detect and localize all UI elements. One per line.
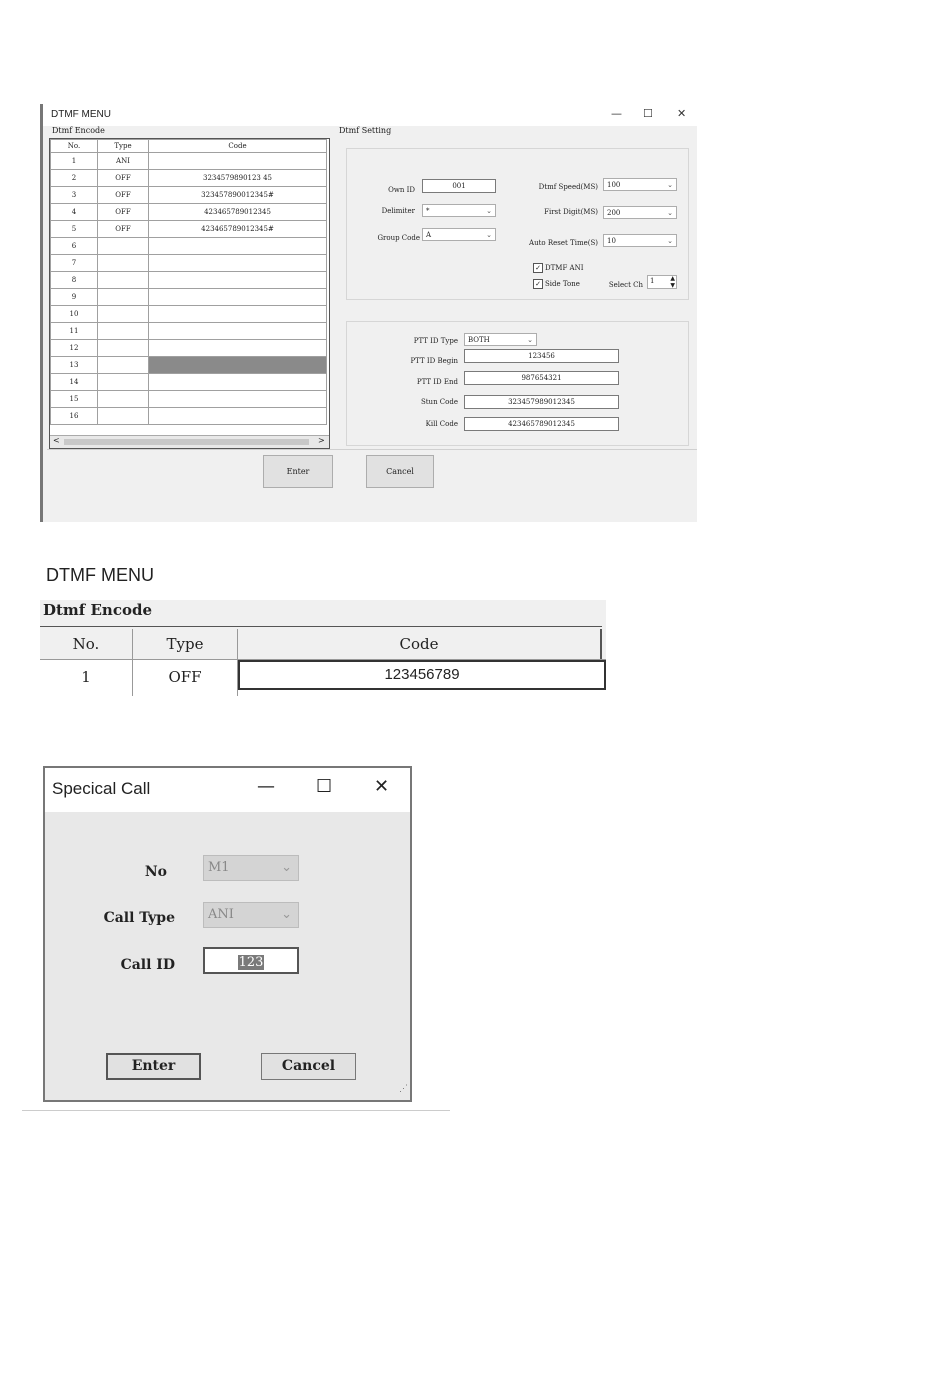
table-row[interactable] (40, 659, 606, 696)
cell-no: 5 (51, 221, 98, 238)
minimize-button[interactable]: — (257, 776, 275, 797)
cell-type[interactable] (98, 272, 149, 289)
table-row[interactable] (51, 374, 327, 391)
table-row[interactable] (51, 255, 327, 272)
chevron-down-icon: ⌄ (667, 181, 673, 189)
divider (47, 449, 697, 450)
cell-type[interactable] (98, 391, 149, 408)
cell-no: 9 (51, 289, 98, 306)
cell-type[interactable] (98, 238, 149, 255)
cell-type[interactable] (98, 408, 149, 425)
auto-reset-label: Auto Reset Time(S) (529, 239, 598, 247)
select-ch-label: Select Ch (608, 281, 643, 289)
window-title: DTMF MENU (51, 109, 111, 120)
cell-no: 2 (51, 170, 98, 187)
chevron-down-icon: ⌄ (486, 231, 492, 239)
enter-button[interactable]: Enter (263, 455, 333, 488)
table-row[interactable] (51, 238, 327, 255)
horizontal-scrollbar[interactable] (50, 435, 329, 448)
cell-code[interactable] (149, 153, 327, 170)
zoom-encode-group-label: Dtmf Encode (43, 601, 152, 619)
cell-type[interactable] (98, 323, 149, 340)
select-ch-spinner[interactable] (647, 275, 677, 289)
cell-type[interactable] (98, 306, 149, 323)
ptt-id-type-label: PTT ID Type (413, 337, 458, 345)
cell-code[interactable] (149, 306, 327, 323)
cancel-button[interactable]: Cancel (261, 1053, 356, 1080)
checkmark-icon: ✓ (533, 263, 543, 273)
no-label: No (144, 864, 167, 880)
cell-type[interactable] (98, 255, 149, 272)
auto-reset-value: 10 (607, 237, 616, 245)
stun-code-label: Stun Code (420, 398, 458, 406)
table-row[interactable] (51, 391, 327, 408)
table-row-selected[interactable] (51, 357, 327, 374)
header-type: Type (98, 140, 149, 153)
spin-up-icon[interactable]: ▲ (670, 275, 675, 282)
table-header-row (51, 140, 327, 153)
no-select-disabled (203, 855, 299, 881)
dtmf-ani-checkbox[interactable] (533, 263, 583, 273)
zoom-body (40, 600, 606, 695)
title-bar (43, 104, 697, 126)
maximize-button[interactable]: ☐ (316, 776, 333, 797)
call-id-input[interactable] (203, 947, 299, 974)
dtmf-encode-table (49, 138, 330, 449)
cell-no: 11 (51, 323, 98, 340)
cell-code[interactable] (149, 238, 327, 255)
cell-type[interactable]: ANI (98, 153, 149, 170)
delimiter-select[interactable] (422, 204, 496, 217)
ptt-id-begin-input[interactable]: 123456 (464, 349, 619, 363)
cell-no: 8 (51, 272, 98, 289)
table-row[interactable] (51, 289, 327, 306)
cell-type[interactable] (98, 357, 149, 374)
zoom-cell-code-editing[interactable]: 123456789 (238, 660, 606, 690)
call-id-label: Call ID (120, 957, 175, 973)
kill-code-label: Kill Code (425, 420, 458, 428)
cell-type[interactable]: OFF (98, 221, 149, 238)
cell-no: 13 (51, 357, 98, 374)
table-row[interactable] (51, 187, 327, 204)
cell-no: 16 (51, 408, 98, 425)
divider (22, 1110, 450, 1111)
ptt-id-type-select[interactable] (464, 333, 537, 346)
chevron-down-icon: ⌄ (486, 207, 492, 215)
special-call-title: Specical Call (52, 779, 151, 798)
kill-code-input[interactable]: 423465789012345 (464, 417, 619, 431)
enter-button[interactable]: Enter (106, 1053, 201, 1080)
auto-reset-select[interactable] (603, 234, 677, 247)
zoom-header-code: Code (238, 629, 602, 659)
table-row[interactable] (51, 170, 327, 187)
close-button[interactable]: ✕ (677, 107, 687, 120)
cell-no: 6 (51, 238, 98, 255)
select-ch-value: 1 (650, 277, 655, 285)
group-code-value: A (426, 231, 432, 239)
chevron-down-icon: ⌄ (527, 336, 533, 344)
group-code-select[interactable] (422, 228, 496, 241)
cell-type[interactable]: OFF (98, 187, 149, 204)
cell-code[interactable] (149, 408, 327, 425)
cell-no: 10 (51, 306, 98, 323)
side-tone-checkbox[interactable] (533, 279, 580, 289)
chevron-down-icon: ⌄ (281, 860, 292, 875)
call-type-value: ANI (208, 907, 234, 922)
cell-code[interactable] (149, 272, 327, 289)
dtmf-setting-box (346, 148, 689, 300)
cell-code[interactable] (149, 374, 327, 391)
zoom-header-no: No. (40, 629, 133, 659)
first-digit-select[interactable] (603, 206, 677, 219)
own-id-input[interactable]: 001 (422, 179, 496, 193)
resize-grip-icon[interactable]: ⋰ (399, 1084, 408, 1094)
zoom-table-top-border (40, 626, 602, 627)
own-id-label: Own ID (388, 186, 415, 194)
cell-type[interactable]: OFF (98, 204, 149, 221)
cell-no: 7 (51, 255, 98, 272)
scroll-left-arrow[interactable]: < (53, 436, 60, 445)
first-digit-value: 200 (607, 209, 621, 217)
cell-code[interactable]: 423465789012345 (149, 204, 327, 221)
table-row[interactable] (51, 153, 327, 170)
cell-code[interactable]: 3234579890123 45 (149, 170, 327, 187)
call-type-select-disabled (203, 902, 299, 928)
no-select-value: M1 (208, 860, 230, 875)
cell-no: 4 (51, 204, 98, 221)
table-row[interactable] (51, 323, 327, 340)
checkmark-icon: ✓ (533, 279, 543, 289)
side-tone-label: Side Tone (545, 280, 580, 288)
spin-down-icon[interactable]: ▼ (670, 282, 675, 289)
cell-no: 3 (51, 187, 98, 204)
minimize-button[interactable]: — (611, 107, 622, 120)
call-id-value-selected: 123 (238, 955, 264, 970)
cell-code[interactable] (149, 391, 327, 408)
zoom-cell-no: 1 (40, 660, 133, 696)
encode-grid (50, 139, 327, 425)
dtmf-ani-label: DTMF ANI (545, 264, 584, 272)
zoom-title-bar (40, 560, 606, 600)
zoom-window-title: DTMF MENU (46, 565, 154, 585)
ptt-id-type-value: BOTH (468, 336, 490, 344)
maximize-button[interactable]: ☐ (643, 107, 653, 120)
cell-code[interactable]: 323457890012345# (149, 187, 327, 204)
cell-code[interactable]: 423465789012345# (149, 221, 327, 238)
special-call-title-bar (45, 768, 410, 812)
chevron-down-icon: ⌄ (281, 907, 292, 922)
group-code-label: Group Code (377, 234, 420, 242)
ptt-id-end-input[interactable]: 987654321 (464, 371, 619, 385)
ptt-id-end-label: PTT ID End (416, 378, 458, 386)
scroll-thumb[interactable] (64, 439, 309, 445)
cell-code[interactable] (149, 255, 327, 272)
dtmf-speed-value: 100 (607, 181, 621, 189)
first-digit-label: First Digit(MS) (544, 208, 598, 216)
zoom-header-type: Type (133, 629, 238, 659)
cancel-button[interactable]: Cancel (366, 455, 434, 488)
delimiter-label: Delimiter (381, 207, 415, 215)
table-row[interactable] (51, 306, 327, 323)
cell-code[interactable] (149, 323, 327, 340)
dtmf-setting-group-label: Dtmf Setting (339, 126, 392, 135)
cell-type[interactable]: OFF (98, 170, 149, 187)
dtmf-speed-label: Dtmf Speed(MS) (538, 183, 598, 191)
cell-code[interactable] (149, 340, 327, 357)
table-row[interactable] (51, 204, 327, 221)
ptt-id-begin-label: PTT ID Begin (410, 357, 458, 365)
table-row[interactable] (51, 272, 327, 289)
delimiter-value: * (426, 207, 430, 215)
cell-type[interactable] (98, 289, 149, 306)
close-button[interactable]: ✕ (374, 776, 390, 797)
cell-code-selected[interactable] (149, 357, 327, 374)
cell-no: 1 (51, 153, 98, 170)
dtmf-encode-group-label: Dtmf Encode (52, 126, 105, 135)
scroll-right-arrow[interactable]: > (318, 436, 325, 445)
zoom-cell-type[interactable]: OFF (133, 660, 238, 696)
chevron-down-icon: ⌄ (667, 209, 673, 217)
stun-code-input[interactable]: 323457989012345 (464, 395, 619, 409)
cell-no: 12 (51, 340, 98, 357)
dtmf-speed-select[interactable] (603, 178, 677, 191)
cell-type[interactable] (98, 340, 149, 357)
chevron-down-icon: ⌄ (667, 237, 673, 245)
cell-type[interactable] (98, 374, 149, 391)
cell-code[interactable] (149, 289, 327, 306)
call-type-label: Call Type (103, 910, 175, 926)
header-no: No. (51, 140, 98, 153)
table-row[interactable] (51, 340, 327, 357)
dtmf-menu-zoom (40, 560, 606, 695)
dtmf-menu-window (40, 104, 697, 522)
cell-no: 15 (51, 391, 98, 408)
header-code: Code (149, 140, 327, 153)
table-row[interactable] (51, 221, 327, 238)
cell-no: 14 (51, 374, 98, 391)
table-row[interactable] (51, 408, 327, 425)
special-call-window (43, 766, 412, 1102)
